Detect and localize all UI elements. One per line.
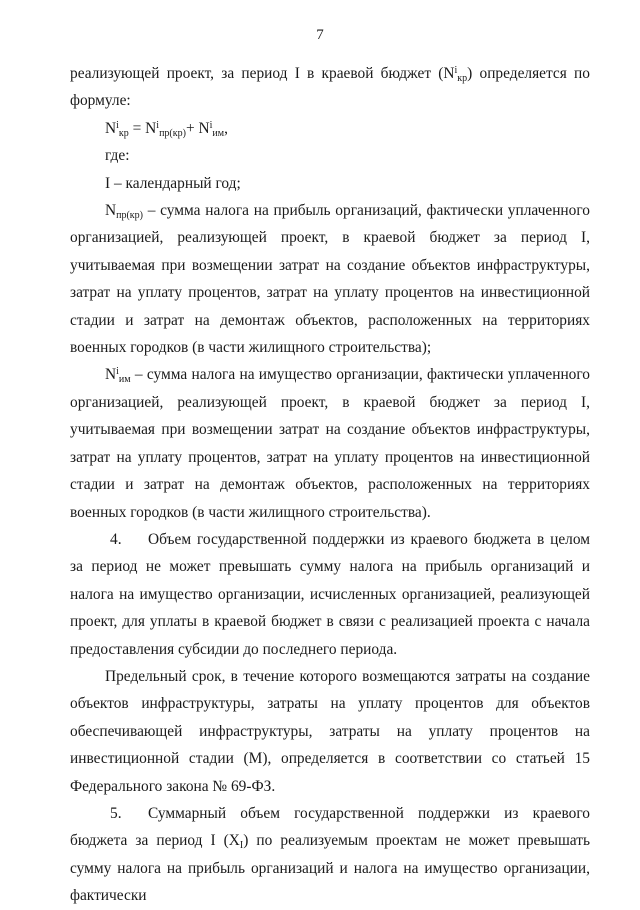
definition-npr: $N_{пр(кр)}$ – сумма налога на прибыль организаций, фактически уплаченного организацией, реализующей проект, в краевой бюджет за период I, учитываемая при возмещении затрат на создание объектов инфраструктуры, затрат на уплату процентов, затрат на уплату процентов на инвестиционной стадии и затрат на демонтаж объектов, расположенных на территориях военных городков (в части жилищного строительства); [70,202,590,357]
item-4: 4. Объем государственной поддержки из краевого бюджета в целом за период не может превышать сумму налога на прибыль организаций и налога на имущество организации, исчисленных организацией, реализующей проект, для уплаты в краевой бюджет в связи с реализацией проекта с начала предоставления субсидии до последнего периода. [70,526,590,663]
document-body [70,60,590,910]
paragraph-limit: Предельный срок, в течение которого возмещаются затраты на создание объектов инфраструктуры, затраты на уплату процентов для объектов обеспечивающей инфраструктуры, затраты на уплату процентов на инвестиционной стадии (M), определяется в соответствии со статьей 15 Федерального закона № 69-ФЗ. [70,667,590,795]
definition-nim: $N^i_{им}$ – сумма налога на имущество организации, фактически уплаченного организацией, реализующей проект, в краевой бюджет за период I, учитываемая при возмещении затрат на создание объектов инфраструктуры, затрат на уплату процентов, затрат на уплату процентов на инвестиционной стадии и затрат на демонтаж объектов, расположенных на территориях военных городков (в части жилищного строительства). [70,366,590,521]
item-4-number: 4. [110,530,122,548]
page-number: 7 [316,27,324,43]
paragraph-continuation: реализующей проект, за период I в краевой бюджет $(N^i_{кр})$ определяется по формуле: [70,65,590,110]
item-5: 5. Суммарный объем государственной поддержки из краевого бюджета за период I $(X_I)$ по реализуемым проектам не может превышать сумму налога на прибыль организаций и налога на имущество организации, фактически [70,800,590,910]
where-label: где: [105,147,130,165]
formula: $N^i_{кр} = N^i_{пр(кр)}+ N^i_{им}$, [105,119,228,139]
item-5-number: 5. [110,804,122,822]
definition-i: I – календарный год; [105,174,241,192]
